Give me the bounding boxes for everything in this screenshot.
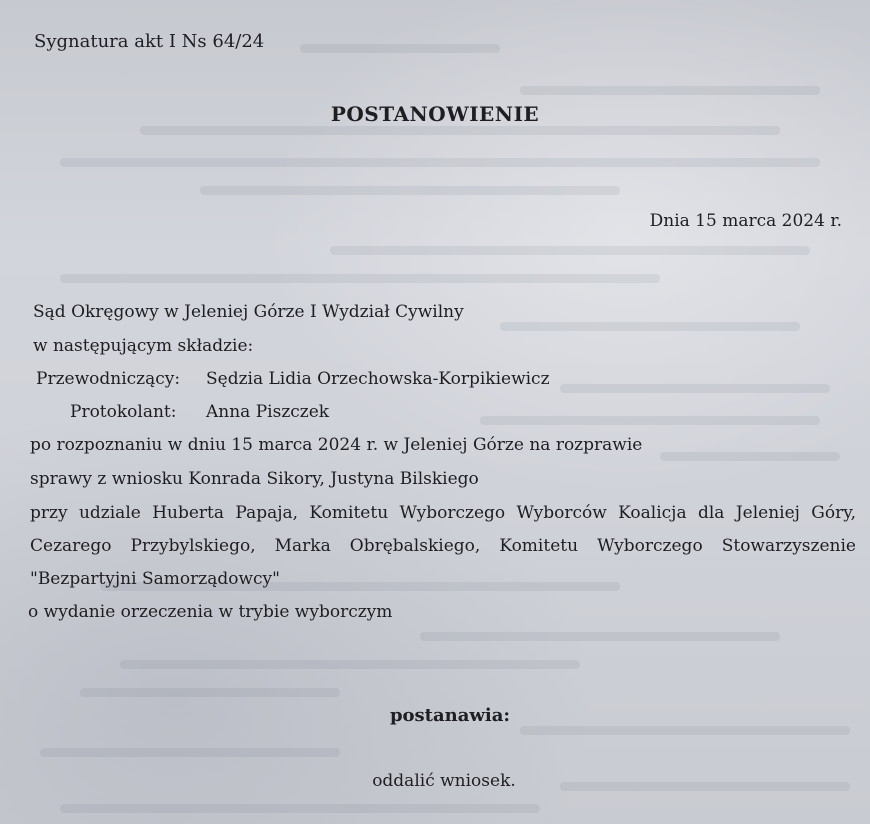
bleed-through-mark [560, 384, 830, 393]
bleed-through-mark [420, 632, 780, 641]
bleed-through-mark [520, 726, 850, 735]
bleed-through-mark [120, 660, 580, 669]
bleed-through-mark [330, 246, 810, 255]
bleed-through-mark [40, 748, 340, 757]
bleed-through-mark [200, 186, 620, 195]
bleed-through-mark [140, 126, 780, 135]
case-number: Sygnatura akt I Ns 64/24 [34, 31, 265, 52]
bleed-through-mark [500, 322, 800, 331]
bleed-through-mark [60, 274, 660, 283]
ruling-text: oddalić wniosek. [372, 771, 516, 791]
participants-line: przy udziale Huberta Papaja, Komitetu Wyborczego Wyborców Koalicja dla Jeleniej Góry, [30, 503, 856, 523]
composition-intro: w następującym składzie: [33, 336, 254, 356]
clerk-name: Anna Piszczek [206, 402, 330, 422]
participants-line: "Bezpartyjni Samorządowcy" [30, 569, 280, 589]
decides-heading: postanawia: [389, 705, 511, 726]
bleed-through-mark [480, 416, 820, 425]
bleed-through-mark [60, 158, 820, 167]
court-name: Sąd Okręgowy w Jeleniej Górze I Wydział Cywilny [33, 302, 464, 322]
bleed-through-mark [80, 688, 340, 697]
bleed-through-mark [60, 804, 540, 813]
bleed-through-mark [520, 86, 820, 95]
bleed-through-mark [660, 452, 840, 461]
hearing-line: po rozpoznaniu w dniu 15 marca 2024 r. w Jeleniej Górze na rozprawie [30, 435, 643, 455]
bleed-through-mark [300, 44, 500, 53]
subject-line: o wydanie orzeczenia w trybie wyborczym [28, 602, 393, 622]
case-line: sprawy z wniosku Konrada Sikory, Justyna Bilskiego [30, 469, 479, 489]
document-title: POSTANOWIENIE [330, 102, 540, 126]
chair-label: Przewodniczący: [36, 369, 181, 389]
participants-line: Cezarego Przybylskiego, Marka Obrębalskiego, Komitetu Wyborczego Stowarzyszenie [30, 536, 856, 556]
clerk-label: Protokolant: [70, 402, 177, 422]
document-date: Dnia 15 marca 2024 r. [649, 211, 842, 231]
chair-name: Sędzia Lidia Orzechowska-Korpikiewicz [206, 369, 550, 389]
